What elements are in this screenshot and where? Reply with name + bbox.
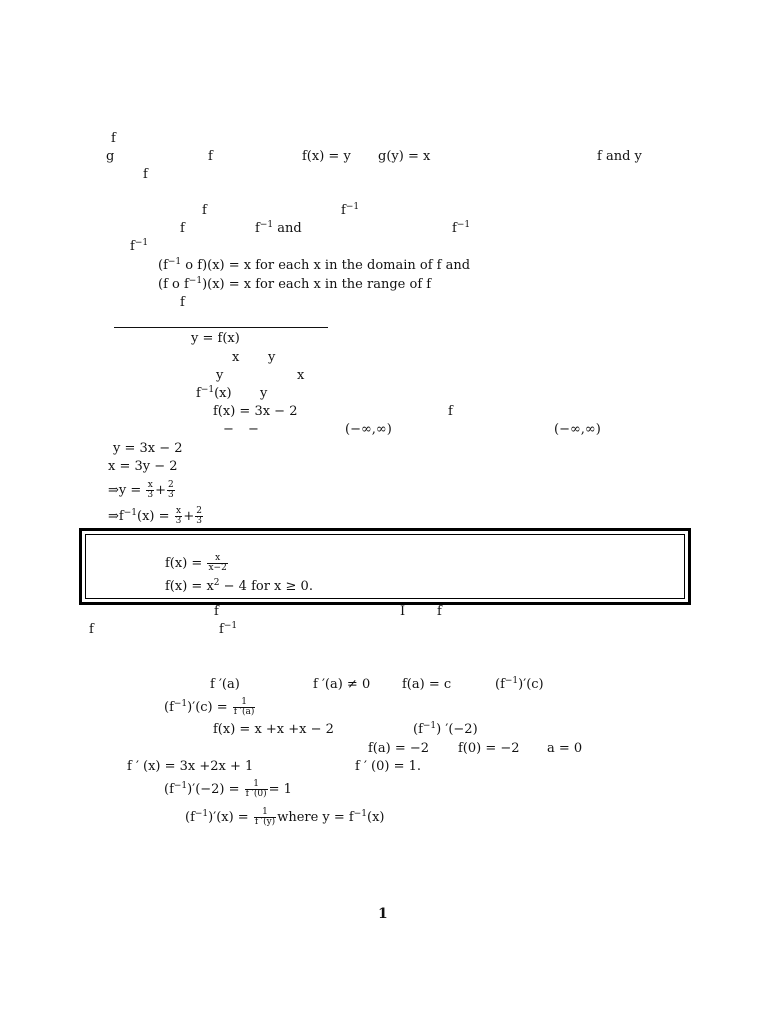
fraction: $\frac{1}{f '(0)}$ [245,779,267,799]
page-number: 1 [378,906,388,922]
text-f: f [202,203,207,218]
text-f-and-y: f and y [597,149,642,164]
exercise-2: $f(x) = x^2 - 4$ for x ≥ 0. [165,578,313,594]
derivative-at-zero: f ′ (0) = 1. [355,759,422,774]
fraction: $\frac{2}{3}$ [196,506,203,526]
fraction: $\frac{x}{3}$ [147,480,154,500]
derivative-fpa: f ′(a) [210,677,240,692]
step-y-equals-fx: y = f(x) [191,331,240,346]
general-formula: $(f^{-1})'(x)$ = $\frac{1}{f '(y)}$ where $y = f^{-1}(x)$ [185,807,385,827]
equation-f0: f(0) = −2 [458,741,520,756]
inverse-notation: $f^{-1}$ [219,621,238,637]
text-I: I [400,604,406,619]
equation-fx-y: f(x) = y [302,149,351,164]
equation-step-2: x = 3y − 2 [108,459,178,474]
example-cubic: f(x) = x +x +x − 2 [213,722,334,737]
text-y: y [216,368,224,383]
fraction: $\frac{1}{f '(y)}$ [254,807,276,827]
composition-identity-2: (f o $f^{-1})(x) = x$ for each x in the range of f [158,276,432,292]
exercise-1: f(x) = $\frac{x}{x-2}$ [165,553,227,573]
equation-step-3: ⇒y = $\frac{x}{3}$ + $\frac{2}{3}$ [108,480,174,500]
text-f: f [180,221,185,236]
text-f: f [89,622,94,637]
interval-domain: (−∞,∞) [345,422,392,437]
inverse-notation: $f^{-1}$ [130,238,149,254]
fraction: $\frac{x}{3}$ [175,506,182,526]
dash: − [248,422,259,437]
equation-fa: f(a) = −2 [368,741,430,756]
inverse-notation: $f^{-1}$ [341,202,360,218]
inverse-and: $f^{-1}$ and [255,220,302,236]
composition-identity-1: ($f^{-1}$ o f)(x) = x for each x in the domain of f and [158,257,471,273]
dash: − [223,422,234,437]
text-x: x [297,368,305,383]
inverse-derivative-c: $(f^{-1})'(c)$ [495,676,544,692]
equation-gy-x: g(y) = x [378,149,431,164]
equation-fa-c: f(a) = c [402,677,452,692]
text-f: f [437,604,442,619]
text-f: f [208,149,213,164]
result-equation: $(f^{-1})'(-2)$ = $\frac{1}{f '(0)}$ = 1 [164,779,292,799]
text-f: f [180,295,185,310]
inverse-derivative-formula: $(f^{-1})'(c)$ = $\frac{1}{f '(a)}$ [164,697,255,717]
fraction: $\frac{x}{x-2}$ [208,553,227,573]
derivative-nonzero: f ′(a) ≠ 0 [313,677,371,692]
text-f: f [448,404,453,419]
inverse-fx: $f^{-1}(x)$ [196,385,232,401]
example-target: $(f^{-1})$ ′(−2) [413,721,478,737]
fraction: $\frac{1}{f '(a)}$ [233,697,255,717]
equation-step-4: $\Rightarrow f^{-1}(x)$ = $\frac{x}{3}$ + $\frac{2}{3}$ [108,506,203,526]
text-f: f [111,131,116,146]
interval-range: (−∞,∞) [554,422,601,437]
equation-step-1: y = 3x − 2 [113,441,183,456]
text-x: x [232,350,240,365]
derivative-expression: f ′ (x) = 3x +2x + 1 [127,759,254,774]
inverse-notation: $f^{-1}$ [452,220,471,236]
section-divider [114,327,328,328]
text-f: f [143,167,148,182]
text-g: g [106,149,115,164]
text-f: f [214,604,219,619]
example-function: f(x) = 3x − 2 [213,404,298,419]
equation-a: a = 0 [547,741,583,756]
text-y: y [268,350,276,365]
text-y: y [260,386,268,401]
fraction: $\frac{2}{3}$ [168,480,174,500]
